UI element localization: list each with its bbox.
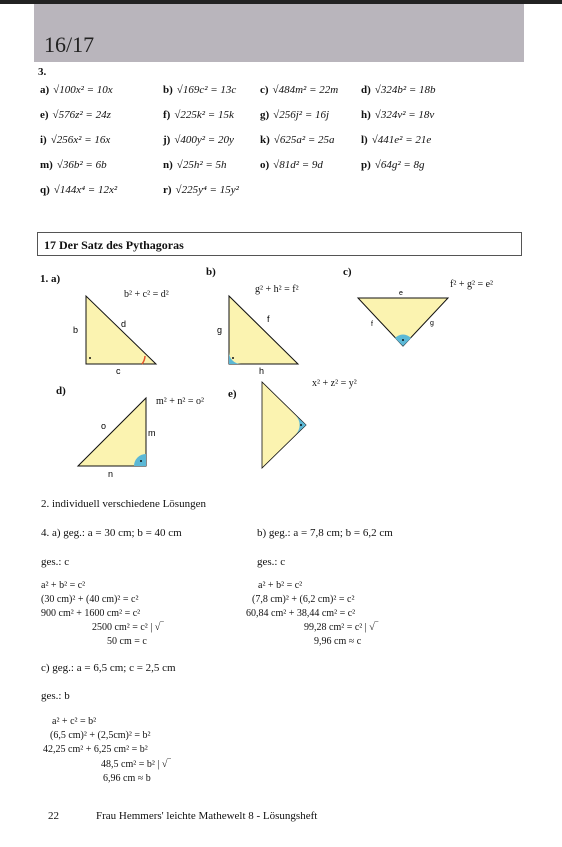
sqrt-item-label: j) [163,134,171,146]
sqrt-item-expression: √625a² = 25a [273,134,335,146]
formula-c: f² + g² = e² [450,279,494,290]
sqrt-item-expression: √81d² = 9d [273,159,323,171]
sqrt-item-expression: √484m² = 22m [272,84,339,96]
sqrt-item-label: l) [361,134,368,146]
sqrt-item-expression: √64g² = 8g [374,159,425,171]
sqrt-item-expression: √256j² = 16j [273,109,330,121]
section-title: 17 Der Satz des Pythagoras [44,238,184,252]
sqrt-item-expression: √400y² = 20y [174,134,234,146]
sqrt-item-label: c) [260,84,269,96]
sqrt-item-expression: √36b² = 6b [56,159,107,171]
side-label-f: f [267,314,270,324]
sqrt-item-label: h) [361,109,371,121]
section-number: 3. [38,66,47,78]
task4b-line5: 9,96 cm ≈ c [314,636,362,647]
task4b-given: b) geg.: a = 7,8 cm; b = 6,2 cm [257,527,393,539]
side-label-n: n [108,469,114,479]
sqrt-item-label: i) [40,134,47,146]
sqrt-item-label: b) [163,84,173,96]
footer-page-number: 22 [48,810,59,822]
sqrt-item-expression: √169c² = 13c [176,84,237,96]
side-label-h: h [259,366,265,376]
task4c-line3: 42,25 cm² + 6,25 cm² = b² [43,744,148,755]
sqrt-item-expression: √324v² = 18v [374,109,435,121]
side-label-f2: f [371,321,373,328]
side-label-m: m [148,428,156,438]
task4a-line4: 2500 cm² = c² | √‾ [92,622,164,633]
sqrt-item-expression: √256x² = 16x [50,134,111,146]
sqrt-item-expression: √144x⁴ = 12x² [53,184,118,196]
side-label-e: e [399,290,403,297]
task1-b-label: b) [206,266,216,278]
task4c-given: c) geg.: a = 6,5 cm; c = 2,5 cm [41,662,176,674]
sqrt-item-label: a) [40,84,50,96]
sqrt-item-expression: √25h² = 5h [176,159,227,171]
sqrt-item-label: n) [163,159,173,171]
task4b-line4: 99,28 cm² = c² | √‾ [304,622,379,633]
triangle-b [217,296,298,376]
task4b-line1: a² + b² = c² [258,580,303,591]
task4c-wanted: ges.: b [41,690,70,702]
side-label-o: o [101,421,107,431]
sqrt-item-expression: √441e² = 21e [371,134,432,146]
formula-d: m² + n² = o² [156,396,205,407]
task4a-line5: 50 cm = c [107,636,147,647]
sqrt-item-expression: √225y⁴ = 15y² [175,184,239,196]
triangle-c [358,290,448,346]
task4c-line4: 48,5 cm² = b² | √‾ [101,759,171,770]
task4b-line3: 60,84 cm² + 38,44 cm² = c² [246,608,356,619]
sqrt-item-expression: √576z² = 24z [52,109,111,121]
side-label-d: d [121,319,127,329]
sqrt-item-expression: √225k² = 15k [174,109,234,121]
footer-title: Frau Hemmers' leichte Mathewelt 8 - Lösungsheft [96,810,318,822]
side-label-g: g [217,325,223,335]
task1-c-label: c) [343,266,352,278]
task4a-line2: (30 cm)² + (40 cm)² = c² [41,594,139,605]
formula-b: g² + h² = f² [255,284,299,295]
formula-e: x² + z² = y² [312,378,357,389]
sqrt-item-label: e) [40,109,49,121]
sqrt-item-label: o) [260,159,270,171]
side-label-b: b [73,325,79,335]
task4a-given: 4. a) geg.: a = 30 cm; b = 40 cm [41,527,182,539]
sqrt-item-expression: √100x² = 10x [53,84,113,96]
sqrt-item-label: m) [40,159,53,171]
task4b-line2: (7,8 cm)² + (6,2 cm)² = c² [252,594,355,605]
task1-e-label: e) [228,388,237,400]
sqrt-item-label: f) [163,109,171,121]
sqrt-item-label: g) [260,109,270,121]
side-label-c: c [116,366,121,376]
task2-text: 2. individuell verschiedene Lösungen [41,498,206,510]
sqrt-item-expression: √324b² = 18b [374,84,436,96]
side-label-g2: g [430,320,434,327]
task4a-line1: a² + b² = c² [41,580,86,591]
task4c-line5: 6,96 cm ≈ b [103,773,151,784]
task4c-line1: a² + c² = b² [52,716,97,727]
sqrt-item-label: r) [163,184,172,196]
triangle-a [73,296,156,376]
triangle-e [262,382,306,468]
sqrt-item-label: k) [260,134,270,146]
triangle-d [78,398,156,479]
task4b-wanted: ges.: c [257,556,286,568]
task4a-wanted: ges.: c [41,556,70,568]
formula-a: b² + c² = d² [124,289,169,300]
task1-d-label: d) [56,385,66,397]
sqrt-item-label: q) [40,184,50,196]
sqrt-item-label: p) [361,159,371,171]
task4c-line2: (6,5 cm)² + (2,5cm)² = b² [50,730,151,741]
page-title: 16/17 [44,32,95,57]
task4a-line3: 900 cm² + 1600 cm² = c² [41,608,141,619]
task1-label: 1. a) [40,273,61,285]
sqrt-item-label: d) [361,84,371,96]
